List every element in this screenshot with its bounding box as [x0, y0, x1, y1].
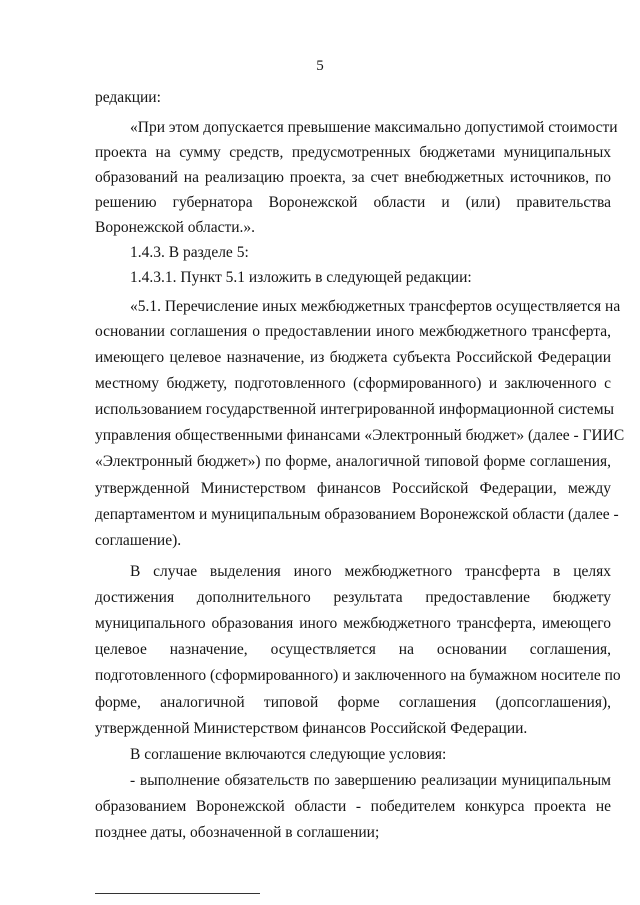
text-line: 1.4.3. В разделе 5: [130, 244, 249, 261]
text-line: редакции: [95, 89, 161, 106]
text-line: утвержденной Министерством финансов Российской Федерации. [95, 720, 528, 737]
text-line: проекта на сумму средств, предусмотренных бюджетами муниципальных [95, 144, 611, 161]
text-line: форме, аналогичной типовой форме соглашения (допсоглашения), [95, 694, 611, 711]
text-line: 1.4.3.1. Пункт 5.1 изложить в следующей редакции: [130, 269, 472, 286]
text-line: управления общественными финансами «Электронный бюджет» (далее - ГИИС [95, 427, 625, 444]
text-line: соглашение). [95, 532, 182, 549]
text-line: - выполнение обязательств по завершению реализации муниципальным [130, 772, 611, 789]
text-line: департаментом и муниципальным образованием Воронежской области (далее - [95, 506, 619, 523]
text-line: образований на реализацию проекта, за счет внебюджетных источников, по [95, 169, 611, 186]
text-line: муниципального образования иного межбюджетного трансферта, имеющего [95, 615, 611, 632]
text-line: основании соглашения о предоставлении иного межбюджетного трансферта, [95, 323, 611, 340]
text-line: «5.1. Перечисление иных межбюджетных трансфертов осуществляется на [130, 298, 621, 315]
text-line: имеющего целевое назначение, из бюджета субъекта Российской Федерации [95, 349, 611, 366]
text-line: Воронежской области.». [95, 219, 256, 236]
text-line: утвержденной Министерством финансов Российской Федерации, между [95, 480, 611, 497]
text-line: «Электронный бюджет») по форме, аналогичной типовой форме соглашения, [95, 453, 611, 470]
text-line: целевое назначение, осуществляется на основании соглашения, [95, 641, 611, 658]
text-line: В соглашение включаются следующие условия: [130, 746, 447, 763]
text-line: решению губернатора Воронежской области и (или) правительства [95, 194, 611, 211]
text-line: достижения дополнительного результата предоставление бюджету [95, 589, 611, 606]
text-line: местному бюджету, подготовленного (сформированного) и заключенного с [95, 375, 611, 392]
page-number: 5 [316, 58, 324, 74]
text-line: образованием Воронежской области - победителем конкурса проекта не [95, 798, 611, 815]
text-line: использованием государственной интегрированной информационной системы [95, 401, 615, 418]
footnote-divider [95, 893, 260, 894]
text-line: В случае выделения иного межбюджетного трансферта в целях [130, 563, 611, 580]
text-line: подготовленного (сформированного) и заключенного на бумажном носителе по [95, 667, 621, 684]
text-line: «При этом допускается превышение максимально допустимой стоимости [130, 119, 618, 136]
text-line: позднее даты, обозначенной в соглашении; [95, 824, 380, 841]
